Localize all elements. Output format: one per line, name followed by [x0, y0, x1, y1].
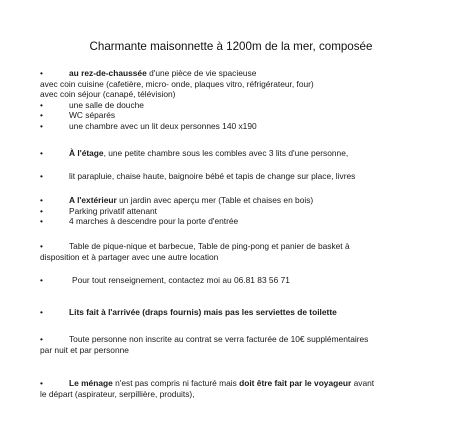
- section-linge: [40, 307, 452, 318]
- bullet-icon: •: [40, 120, 43, 131]
- bullet-icon: •: [40, 275, 43, 285]
- section-equipement-bebe: [40, 171, 452, 182]
- list-item: [40, 241, 452, 252]
- list-item: [40, 307, 452, 318]
- list-item: [40, 68, 452, 79]
- bullet-icon: •: [40, 99, 43, 110]
- menage-heading: Le ménage: [69, 378, 113, 388]
- bullet-icon: •: [40, 205, 43, 216]
- list-item: [40, 110, 452, 121]
- section-rez-de-chaussee: [40, 68, 452, 132]
- table-line-2: disposition et à partager avec une autre location: [40, 251, 219, 262]
- menage-line-2: le départ (aspirateur, serpillière, produits),: [40, 388, 195, 399]
- exterieur-item-marches: 4 marches à descendre pour la porte d'entrée: [69, 216, 239, 227]
- rez-heading-rest: d'une pièce de vie spacieuse: [146, 68, 257, 78]
- list-item: [40, 275, 452, 286]
- list-item: [40, 171, 452, 182]
- bullet-icon: •: [40, 334, 43, 344]
- personne-line-2: par nuit et par personne: [40, 344, 129, 355]
- exterieur-item-parking: Parking privatif attenant: [69, 205, 157, 216]
- menage-end: avant: [351, 378, 375, 388]
- list-item: [40, 334, 452, 345]
- bullet-icon: •: [40, 148, 43, 158]
- rez-item-shower: une salle de douche: [69, 99, 144, 110]
- rez-heading: au rez-de-chaussée: [69, 68, 147, 78]
- section-menage: [40, 378, 452, 399]
- section-personne-supplementaire: [40, 334, 452, 355]
- section-etage: [40, 148, 452, 159]
- section-table-pique-nique: [40, 241, 452, 262]
- table-line-1: Table de pique-nique et barbecue, Table de ping-pong et panier de basket à: [69, 241, 350, 251]
- bullet-icon: •: [40, 307, 43, 317]
- list-item: [40, 216, 452, 227]
- list-item: [40, 100, 452, 111]
- etage-rest: , une petite chambre sous les combles avec 3 lits d'une personne,: [103, 148, 349, 158]
- rez-line-living: avec coin séjour (canapé, télévision): [40, 89, 176, 100]
- bullet-icon: •: [40, 241, 43, 251]
- list-item: [40, 206, 452, 217]
- rez-line-kitchen: avec coin cuisine (cafetière, micro- onde, plaques vitro, réfrigérateur, four): [40, 78, 314, 89]
- exterieur-heading: A l'extérieur: [69, 195, 117, 205]
- section-exterieur: [40, 195, 452, 227]
- bullet-icon: •: [40, 378, 43, 388]
- contact-text: Pour tout renseignement, contactez moi au 06.81 83 56 71: [72, 275, 290, 285]
- section-contact: [40, 275, 452, 286]
- exterieur-rest: un jardin avec aperçu mer (Table et chaises en bois): [116, 195, 314, 205]
- rez-item-wc: WC séparés: [69, 110, 116, 121]
- lits-text: Lits fait à l'arrivée (draps fournis) mais pas les serviettes de toilette: [69, 307, 337, 317]
- list-item: [40, 121, 452, 132]
- lit-parapluie-text: lit parapluie, chaise haute, baignoire bébé et tapis de change sur place, livres: [69, 171, 356, 181]
- bullet-icon: •: [40, 110, 43, 121]
- personne-line-1: Toute personne non inscrite au contrat se verra facturée de 10€ supplémentaires: [69, 334, 369, 344]
- bullet-icon: •: [40, 171, 43, 181]
- bullet-icon: •: [40, 195, 43, 205]
- bullet-icon: •: [40, 216, 43, 227]
- menage-bold: doit être fait par le voyageur: [239, 378, 352, 388]
- list-item: [40, 378, 452, 389]
- rez-item-bedroom: une chambre avec un lit deux personnes 140 x190: [69, 120, 257, 131]
- etage-heading: À l'étage: [69, 148, 104, 158]
- document-title: Charmante maisonnette à 1200m de la mer, composée: [89, 40, 373, 53]
- menage-mid: n'est pas compris ni facturé mais: [112, 378, 240, 388]
- list-item: [40, 148, 452, 159]
- bullet-icon: •: [40, 68, 43, 78]
- list-item: [40, 195, 452, 206]
